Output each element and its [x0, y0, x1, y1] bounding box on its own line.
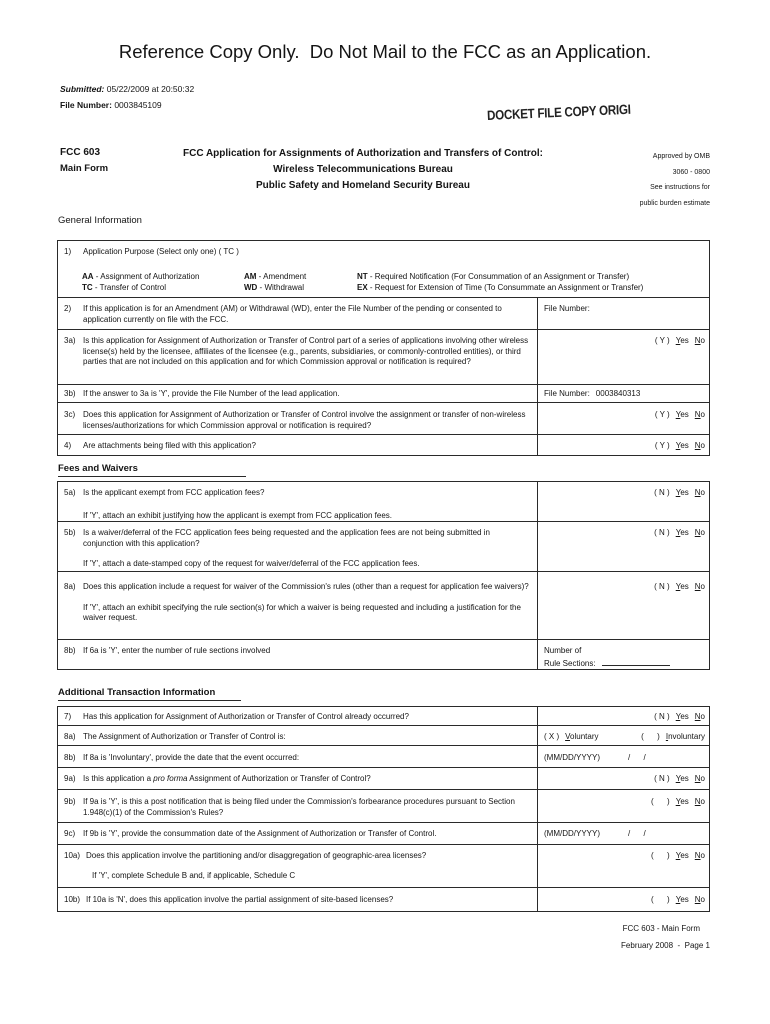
file-number-field-label: File Number: — [544, 304, 590, 313]
omb-line: Approved by OMB — [652, 153, 710, 160]
question-note: If 'Y', attach an exhibit specifying the rule section(s) for which a waiver is being requested and including a justification for the waiver request. — [83, 602, 521, 622]
general-heading: General Information — [58, 215, 142, 226]
question-text: Is this application a pro forma Assignment of Authorization or Transfer of Control? — [83, 774, 371, 783]
question-number: 8b) — [64, 646, 76, 655]
question-row-4 — [57, 435, 710, 456]
additional-heading: Additional Transaction Information — [58, 687, 241, 701]
answer-cell — [537, 330, 709, 384]
question-text: If 10a is 'N', does this application involve the partial assignment of site-based licenses? — [86, 895, 394, 904]
fees-heading: Fees and Waivers — [58, 463, 246, 477]
form-title — [120, 146, 606, 194]
purpose-code-ex: EX - Request for Extension of Time (To Consummate an Assignment or Transfer) — [357, 283, 644, 292]
form-title-line: Wireless Telecommunications Bureau — [273, 164, 453, 175]
question-row-5b — [57, 522, 710, 572]
question-row-3b — [57, 385, 710, 403]
answer-cell — [537, 640, 709, 669]
question-number: 3b) — [64, 389, 76, 398]
no-option: No — [694, 441, 705, 450]
involuntary-option: ( ) Involuntary — [641, 732, 705, 741]
date-format-label: (MM/DD/YYYY) — [544, 829, 600, 838]
question-cell — [58, 640, 538, 669]
answer-value: ( ) — [651, 895, 670, 904]
rule-sections-blank — [602, 657, 670, 666]
rule-sections-label-1: Number of — [544, 646, 582, 655]
question-text: If 9a is 'Y', is this a post notification that is being filed under the Commission's forbearance procedures pursuant to Section 1.948(c)(1) of the Commission's Rules? — [83, 797, 515, 817]
omb-line: public burden estimate — [639, 199, 710, 207]
answer-cell — [537, 823, 709, 844]
question-text: If 8a is 'Involuntary', provide the date that the event occurred: — [83, 753, 300, 762]
question-cell — [58, 572, 538, 639]
question-number: 8b) — [64, 753, 76, 762]
question-number: 9b) — [64, 797, 76, 806]
date-value: / / — [628, 753, 646, 762]
question-row-10a — [57, 845, 710, 888]
answer-cell — [537, 298, 709, 329]
yes-option: Yes — [675, 851, 689, 860]
question-number: 3c) — [64, 410, 76, 419]
yes-option: Yes — [675, 528, 689, 537]
question-text: Is a waiver/deferral of the FCC application fees being requested and the application fees are not being submitted in conjunction with this application? If 'Y', attach a date-stamped copy of the request for waiver/deferral of the FCC application fees. — [83, 528, 530, 571]
answer-cell — [537, 707, 709, 725]
file-number-value: 0003845109 — [114, 100, 162, 110]
question-number: 5a) — [64, 488, 76, 497]
date-value: / / — [628, 829, 646, 838]
question-row-9a — [57, 768, 710, 790]
submitted-label: Submitted: — [60, 84, 105, 94]
yes-option: Yes — [675, 797, 689, 806]
question-number: 3a) — [64, 336, 76, 345]
question-row-8a — [57, 726, 710, 746]
question-text: Is the applicant exempt from FCC application fees? If 'Y', attach an exhibit justifying how the applicant is exempt from FCC application fees. — [83, 488, 530, 521]
question-text: If the answer to 3a is 'Y', provide the File Number of the lead application. — [83, 389, 340, 398]
yes-option: Yes — [675, 774, 689, 783]
question-row-9c — [57, 823, 710, 845]
question-cell — [58, 768, 538, 789]
question-number: 2) — [64, 304, 72, 313]
question-note: If 'Y', attach a date-stamped copy of the request for waiver/deferral of the FCC application fees. — [83, 559, 420, 568]
question-text: Has this application for Assignment of Authorization or Transfer of Control already occurred? — [83, 712, 409, 721]
no-option: No — [694, 336, 705, 345]
question-row-1 — [57, 240, 710, 298]
no-option: No — [694, 895, 705, 904]
yes-option: Yes — [675, 488, 689, 497]
question-number: 9a) — [64, 774, 76, 783]
question-text: If 6a is 'Y', enter the number of rule sections involved — [83, 646, 271, 655]
no-option: No — [694, 851, 705, 860]
question-number: 8a) — [64, 582, 76, 591]
answer-value: ( N ) — [654, 712, 670, 721]
footer-page-number: February 2008 - Page 1 — [621, 941, 710, 950]
answer-cell — [537, 385, 709, 402]
footer-form-name: FCC 603 - Main Form — [622, 924, 700, 933]
submitted-value: 05/22/2009 at 20:50:32 — [106, 84, 195, 94]
question-text: Are attachments being filed with this application? — [83, 441, 256, 450]
answer-value: ( N ) — [654, 528, 670, 537]
no-option: No — [694, 774, 705, 783]
question-number: 10b) — [64, 895, 81, 904]
question-cell — [58, 845, 538, 887]
question-note: If 'Y', attach an exhibit justifying how the applicant is exempt from FCC application fees. — [83, 510, 392, 520]
question-cell — [58, 823, 538, 844]
question-text: Does this application include a request for waiver of the Commission's rules (other than a request for application fee waivers)? If 'Y', attach an exhibit specifying the rule section(s) for which a waiver is being requested and including a justification for the waiver request. — [83, 582, 529, 622]
question-row-6b — [57, 640, 710, 670]
question-cell — [58, 403, 538, 434]
question-number: 1) — [64, 247, 72, 256]
page-title: Reference Copy Only. Do Not Mail to the FCC as an Application. — [118, 41, 652, 62]
question-row-3c — [57, 403, 710, 435]
answer-value: ( ) — [651, 797, 670, 806]
question-number: 4) — [64, 441, 72, 450]
answer-cell — [537, 726, 709, 745]
yes-option: Yes — [675, 336, 689, 345]
question-cell — [58, 435, 538, 455]
no-option: No — [694, 797, 705, 806]
question-cell — [58, 790, 538, 822]
question-cell — [58, 522, 538, 571]
form-name: Main Form — [60, 163, 109, 174]
answer-cell — [537, 845, 709, 887]
question-text: The Assignment of Authorization or Transfer of Control is: — [83, 732, 286, 741]
answer-value: ( Y ) — [654, 441, 670, 450]
answer-value: ( N ) — [654, 774, 670, 783]
question-cell — [58, 330, 538, 384]
answer-value: ( ) — [651, 851, 670, 860]
form-title-line: Public Safety and Homeland Security Bureau — [256, 180, 470, 191]
no-option: No — [694, 528, 705, 537]
answer-value: ( Y ) — [654, 410, 670, 419]
question-row-6a — [57, 572, 710, 640]
docket-stamp: DOCKET FILE COPY ORIGI — [486, 101, 631, 123]
yes-option: Yes — [675, 895, 689, 904]
lead-file-number: 0003840313 — [595, 389, 641, 398]
question-cell — [58, 298, 538, 329]
question-row-8b — [57, 746, 710, 768]
yes-option: Yes — [675, 441, 689, 450]
omb-notice — [560, 149, 710, 211]
answer-cell — [537, 482, 709, 521]
purpose-code-tc: TC - Transfer of Control — [82, 283, 167, 292]
file-number-label: File Number: — [60, 100, 112, 110]
question-cell — [58, 482, 538, 521]
purpose-code-aa: AA - Assignment of Authorization — [82, 272, 200, 281]
answer-value: ( N ) — [654, 488, 670, 497]
file-number-line — [60, 100, 162, 111]
question-number: 10a) — [64, 851, 81, 860]
question-cell — [58, 746, 538, 767]
answer-cell — [537, 888, 709, 911]
question-number: 8a) — [64, 732, 76, 741]
file-number-field-label: File Number: — [544, 389, 590, 398]
answer-cell — [537, 746, 709, 767]
question-row-2 — [57, 298, 710, 330]
question-cell — [58, 385, 538, 402]
question-row-9b — [57, 790, 710, 823]
question-row-7 — [57, 706, 710, 726]
yes-option: Yes — [675, 582, 689, 591]
answer-cell — [537, 790, 709, 822]
purpose-code-wd: WD - Withdrawal — [244, 283, 305, 292]
question-note: If 'Y', complete Schedule B and, if applicable, Schedule C — [92, 870, 296, 880]
question-number: 9c) — [64, 829, 76, 838]
question-cell — [58, 726, 538, 745]
question-text: If 9b is 'Y', provide the consummation date of the Assignment of Authorization or Transfer of Control. — [83, 829, 437, 838]
question-text: Does this application involve the partitioning and/or disaggregation of geographic-area licenses? If 'Y', complete Schedule B and, if applicable, Schedule C — [86, 851, 530, 887]
question-text: If this application is for an Amendment (AM) or Withdrawal (WD), enter the File Number of the pending or consented to application currently on file with the FCC. — [83, 304, 502, 324]
answer-cell — [537, 435, 709, 455]
voluntary-option: ( X ) Voluntary — [544, 732, 599, 741]
question-cell — [58, 707, 538, 725]
question-number: 7) — [64, 712, 72, 721]
answer-value: ( Y ) — [654, 336, 670, 345]
no-option: No — [694, 488, 705, 497]
answer-value: ( N ) — [654, 582, 670, 591]
question-number: 5b) — [64, 528, 76, 537]
question-row-3a — [57, 330, 710, 385]
omb-line: 3060 - 0800 — [672, 168, 710, 176]
no-option: No — [694, 712, 705, 721]
no-option: No — [694, 410, 705, 419]
page-footer — [500, 920, 710, 954]
yes-option: Yes — [675, 712, 689, 721]
answer-cell — [537, 403, 709, 434]
rule-sections-label-2: Rule Sections: — [544, 658, 596, 668]
purpose-code-am: AM - Amendment — [244, 272, 307, 281]
submitted-line — [60, 84, 194, 95]
rule-sections-line — [544, 657, 705, 670]
question-text: Does this application for Assignment of Authorization or Transfer of Control involve the assignment or transfer of non-wireless licenses/authorizations for which Commission approval or notification is required? — [83, 410, 526, 430]
form-title-line: FCC Application for Assignments of Authorization and Transfers of Control: — [183, 148, 543, 159]
question-cell — [58, 888, 538, 911]
purpose-code-nt: NT - Required Notification (For Consummation of an Assignment or Transfer) — [357, 272, 630, 281]
date-format-label: (MM/DD/YYYY) — [544, 753, 600, 762]
form-code: FCC 603 — [60, 147, 101, 158]
answer-cell — [537, 522, 709, 571]
answer-cell — [537, 572, 709, 639]
question-text: Is this application for Assignment of Authorization or Transfer of Control part of a series of applications involving other wireless license(s) held by the licensee, affiliates of the licensee (e.g., parents, subsidiaries, or commonly-controlled entities), or third parties that are not included on this application and for which Commission approval or notification is required? — [83, 336, 529, 366]
omb-line: See instructions for — [650, 184, 710, 191]
no-option: No — [694, 582, 705, 591]
question-row-10b — [57, 888, 710, 912]
answer-cell — [537, 768, 709, 789]
question-text: Application Purpose (Select only one) ( TC ) — [83, 247, 239, 256]
yes-option: Yes — [675, 410, 689, 419]
question-row-5a — [57, 481, 710, 522]
